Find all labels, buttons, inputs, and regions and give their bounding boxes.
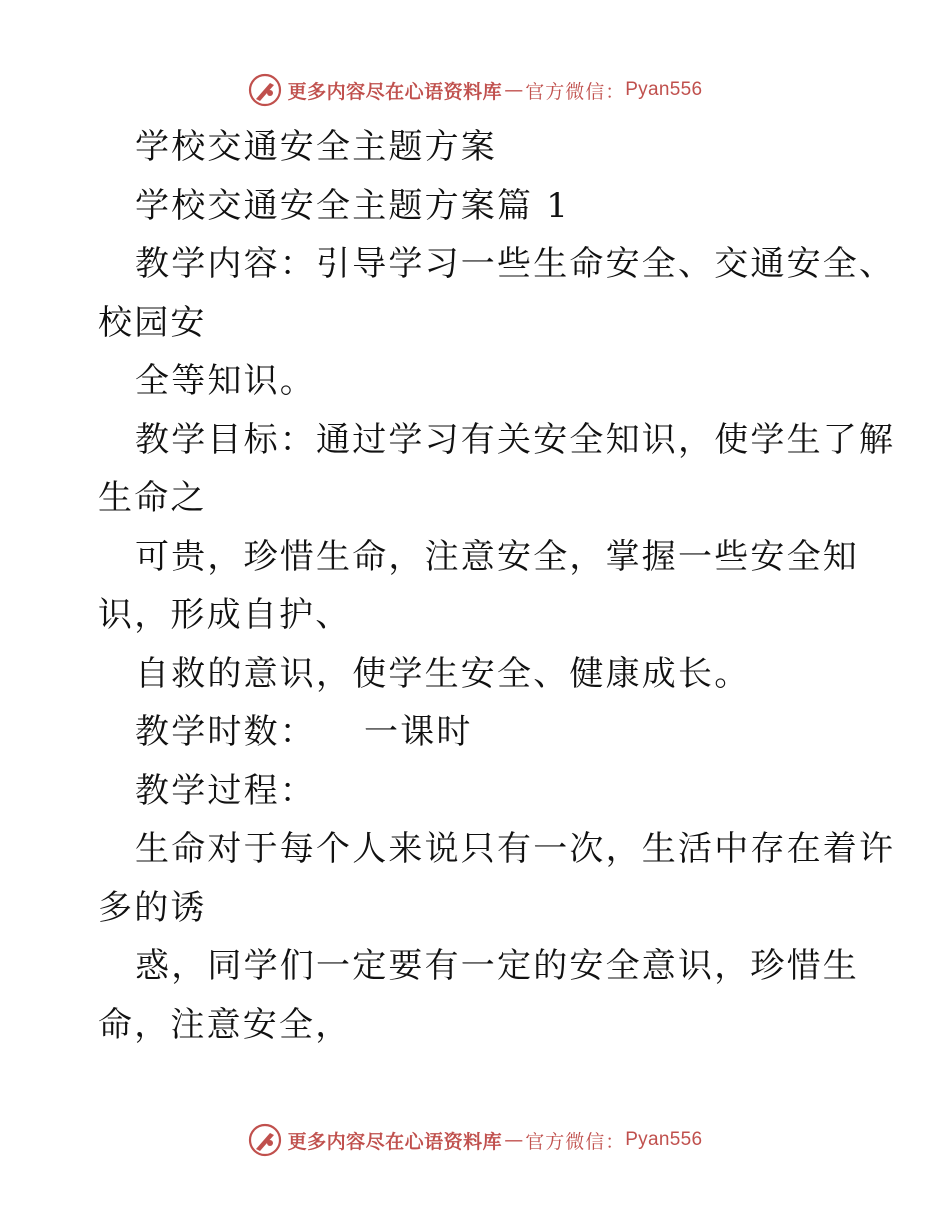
watermark-separator: —	[504, 1129, 524, 1151]
quill-logo-icon	[248, 1123, 282, 1157]
paragraph-line: 惑，同学们一定要有一定的安全意识，珍惜生	[135, 946, 859, 986]
watermark-wechat-label: 官方微信：	[525, 1130, 626, 1153]
watermark-wechat-label: 官方微信：	[525, 80, 626, 103]
paragraph-line: 多的诱	[98, 887, 207, 928]
watermark-separator: —	[504, 79, 524, 101]
paragraph-line: 教学内容：引导学习一些生命安全、交通安全、	[135, 244, 896, 284]
watermark-wechat-id: Pyan556	[625, 1129, 703, 1150]
paragraph-line: 全等知识。	[135, 361, 316, 401]
paragraph-line: 生命对于每个人来说只有一次，生活中存在着许	[135, 829, 896, 869]
paragraph-line: 生命之	[98, 478, 207, 518]
footer-watermark	[0, 1120, 950, 1160]
section-heading: 学校交通安全主题方案篇 1	[135, 185, 571, 226]
watermark-wechat-id: Pyan556	[625, 79, 703, 100]
watermark-text: 更多内容尽在心语资料库	[287, 1130, 503, 1153]
quill-logo-icon	[248, 73, 282, 107]
watermark-text: 更多内容尽在心语资料库	[287, 80, 503, 103]
paragraph-line: 命，注意安全，	[98, 1004, 352, 1045]
paragraph-line: 教学目标：通过学习有关安全知识，使学生了解	[135, 419, 896, 460]
paragraph-line: 可贵，珍惜生命，注意安全，掌握一些安全知	[135, 536, 859, 577]
paragraph-line: 自救的意识，使学生安全、健康成长。	[135, 653, 751, 694]
teaching-process-label: 教学过程：	[135, 770, 316, 811]
document-title: 学校交通安全主题方案	[135, 127, 497, 167]
paragraph-line: 校园安	[98, 302, 207, 343]
paragraph-line: 识，形成自护、	[98, 595, 352, 635]
header-watermark	[0, 70, 950, 110]
teaching-hours-value: 一课时	[364, 712, 473, 752]
teaching-hours-label: 教学时数：	[135, 712, 316, 752]
document-body	[98, 118, 896, 1054]
teaching-hours-line	[98, 703, 858, 762]
